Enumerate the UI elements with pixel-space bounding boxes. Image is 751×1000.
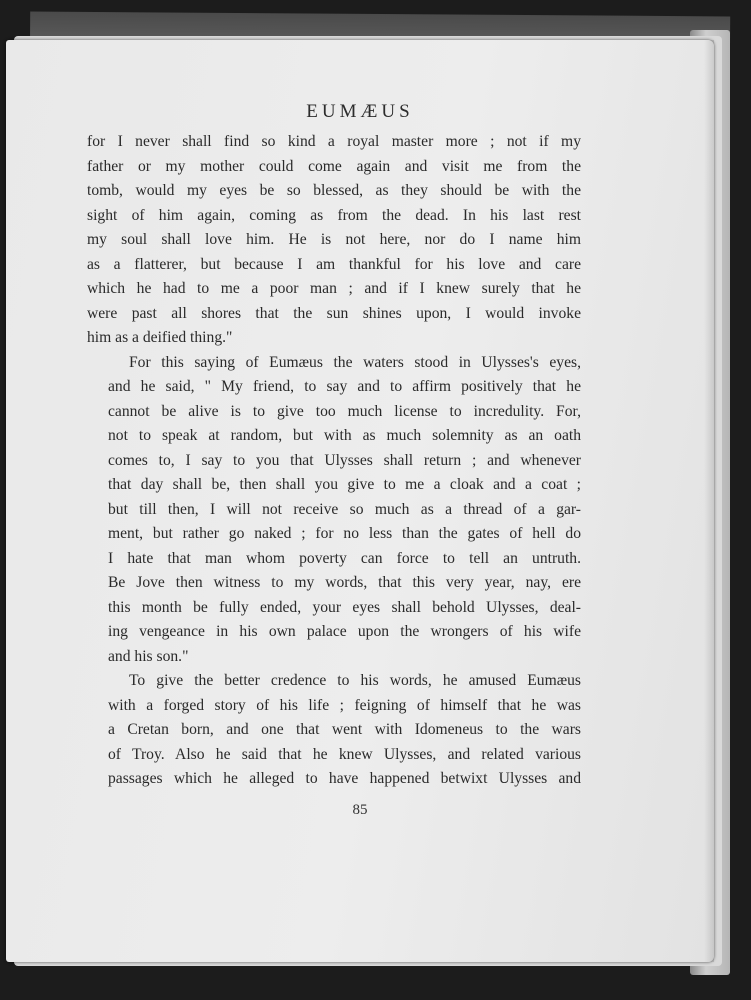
text-line: tomb, would my eyes be so blessed, as they should be with the — [87, 182, 581, 199]
text-line: passages which he alleged to have happened betwixt Ulysses and — [108, 770, 581, 787]
text-line: not to speak at random, but with as much solemnity as an oath — [108, 427, 581, 444]
paragraph-3 — [87, 669, 581, 792]
text-line: father or my mother could come again and visit me from the — [87, 157, 581, 175]
text-line: sight of him again, coming as from the dead. In his last rest — [87, 206, 581, 224]
text-line: and he said, " My friend, to say and to affirm positively that he — [108, 378, 581, 395]
text-line: cannot be alive is to give too much license to incredulity. For, — [108, 402, 581, 420]
paragraph-2 — [87, 351, 581, 670]
text-line: a Cretan born, and one that went with Idomeneus to the wars — [108, 721, 581, 738]
text-line: this month be fully ended, your eyes shall behold Ulysses, deal- — [108, 598, 581, 616]
text-line: For this saying of Eumæus the waters stood in Ulysses's eyes, — [129, 353, 581, 371]
text-line: but till then, I will not receive so much as a thread of a gar- — [108, 500, 581, 518]
text-line: as a flatterer, but because I am thankful for his love and care — [87, 255, 581, 273]
text-line: ing vengeance in his own palace upon the wrongers of his wife — [108, 623, 581, 640]
text-line: were past all shores that the sun shines upon, I would invoke — [87, 304, 581, 322]
text-line: ment, but rather go naked ; for no less than the gates of hell do — [108, 525, 581, 542]
running-head: EUMÆUS — [306, 101, 414, 122]
text-line: him as a deified thing." — [87, 329, 233, 346]
text-line: my soul shall love him. He is not here, nor do I name him — [87, 231, 581, 248]
text-line: and his son." — [108, 647, 189, 665]
page-number: 85 — [352, 802, 368, 818]
text-line: with a forged story of his life ; feigning of himself that he was — [108, 696, 581, 714]
text-line: I hate that man whom poverty can force to tell an untruth. — [108, 549, 581, 567]
text-line: To give the better credence to his words, he amused Eumæus — [129, 672, 581, 689]
paragraph-1 — [87, 130, 581, 351]
text-line: for I never shall find so kind a royal master more ; not if my — [87, 133, 581, 150]
text-line: of Troy. Also he said that he knew Ulysses, and related various — [108, 745, 581, 763]
text-line: comes to, I say to you that Ulysses shall return ; and whenever — [108, 451, 581, 469]
body-text — [87, 130, 581, 792]
book-page — [6, 40, 714, 962]
text-line: that day shall be, then shall you give to me a cloak and a coat ; — [108, 476, 581, 493]
page-edge-shadow — [704, 40, 714, 962]
text-line: Be Jove then witness to my words, that this very year, nay, ere — [108, 574, 581, 591]
text-line: which he had to me a poor man ; and if I knew surely that he — [87, 280, 581, 297]
